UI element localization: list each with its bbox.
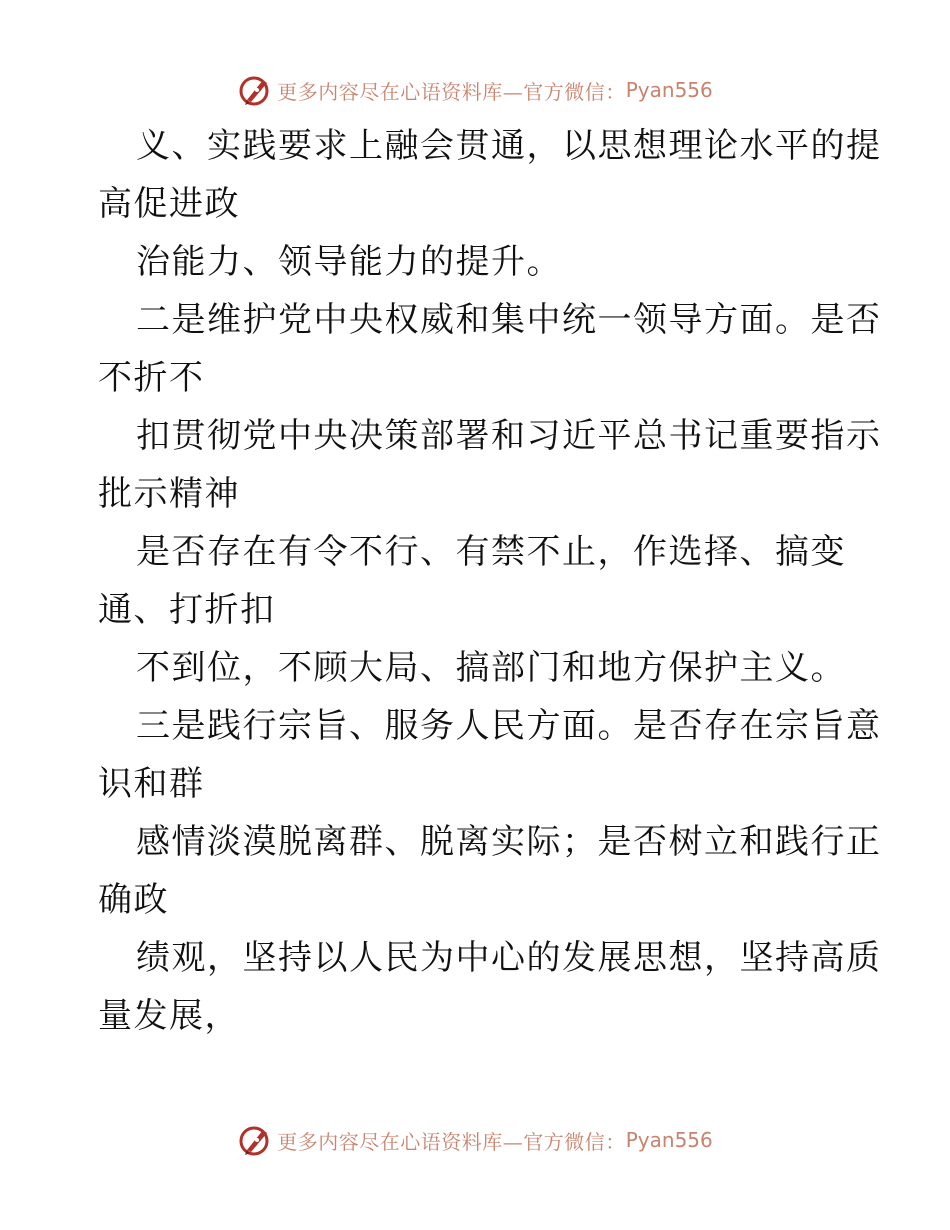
text-line: 治能力、领导能力的提升。	[136, 242, 562, 282]
text-line: 是否存在有令不行、有禁不止，作选择、搞变	[136, 532, 846, 572]
text-line: 不到位，不顾大局、搞部门和地方保护主义。	[136, 648, 846, 688]
text-line: 三是践行宗旨、服务人民方面。是否存在宗旨意	[136, 706, 882, 746]
text-line: 识和群	[98, 764, 205, 804]
text-line: 二是维护党中央权威和集中统一领导方面。是否	[136, 300, 882, 340]
watermark-contact: Pyan556	[625, 1128, 713, 1152]
text-line: 扣贯彻党中央决策部署和习近平总书记重要指示	[136, 416, 882, 456]
text-line: 不折不	[98, 358, 205, 398]
watermark-text: 更多内容尽在心语资料库—官方微信：	[277, 79, 626, 104]
pen-logo-icon	[237, 72, 273, 108]
text-line: 绩观，坚持以人民为中心的发展思想，坚持高质	[136, 938, 882, 978]
pen-logo-icon	[237, 1122, 273, 1158]
watermark-contact: Pyan556	[625, 78, 713, 102]
text-line: 高促进政	[98, 184, 240, 224]
text-line: 批示精神	[98, 474, 240, 514]
text-line: 感情淡漠脱离群、脱离实际；是否树立和践行正	[136, 822, 882, 862]
text-line: 确政	[98, 880, 169, 920]
text-line: 义、实践要求上融会贯通，以思想理论水平的提	[136, 126, 882, 166]
header-watermark	[0, 70, 950, 110]
text-line: 通、打折扣	[98, 590, 276, 630]
watermark-text: 更多内容尽在心语资料库—官方微信：	[277, 1129, 626, 1154]
text-line: 量发展，	[98, 996, 240, 1036]
footer-watermark	[0, 1120, 950, 1160]
document-body	[98, 117, 882, 1045]
